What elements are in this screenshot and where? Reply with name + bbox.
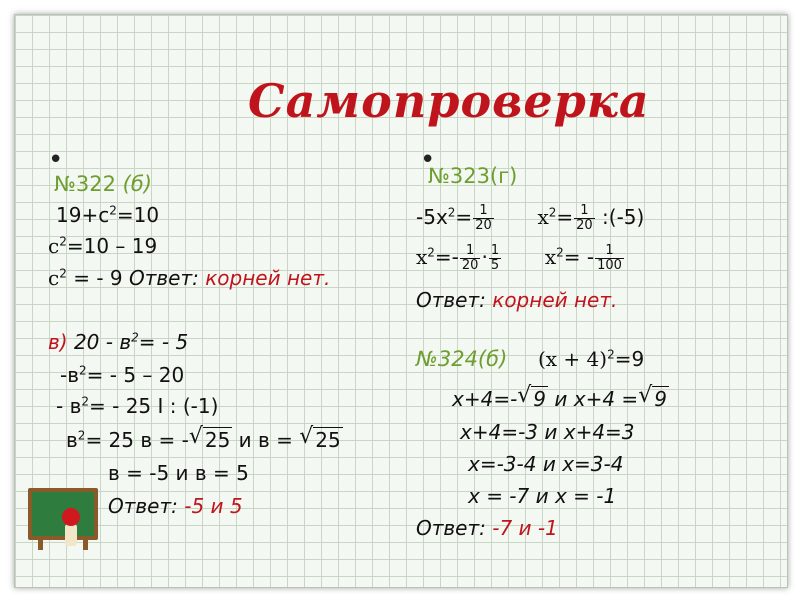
part-v-line-2: $-в^2= - 5 - 20$	[60, 363, 185, 387]
fraction-1-20: $\frac{1}{20}$	[475, 203, 492, 233]
eq-line-3: $с^2$ = - 9 Ответ: корней нет.	[48, 266, 331, 290]
fraction-1-5: $\frac{1}{5}$	[490, 243, 500, 273]
s-line-3: x=-3-4 и x=3-4	[468, 452, 624, 476]
answer-text: корней нет.	[205, 266, 331, 290]
r-line-2: $x^2=-$ $\frac{1}{20}$ · $\frac{1}{5}$ $x^2=$ - $\frac{1}{100}$	[416, 243, 622, 273]
s-line-2: x+4=-3 и x+4=3	[460, 420, 635, 444]
task-322-heading	[54, 172, 152, 196]
answer-324: Ответ: -7 и -1	[416, 516, 558, 540]
task-324-heading: №324(б)	[416, 347, 508, 371]
fraction-1-20-b: $\frac{1}{20}$	[576, 203, 593, 233]
part-v-line-5: в = -5 и в = 5	[108, 461, 249, 485]
part-v-line-1: в) $20 - в^2= - 5$	[48, 330, 189, 354]
part-v-line-3: - $в^2= - 25$ I : (-1)	[56, 394, 219, 418]
chalkboard-teacher-icon	[28, 488, 98, 550]
answer-323: Ответ: корней нет.	[416, 288, 618, 312]
slide-title: Самопроверка	[248, 74, 650, 128]
task-324-line: №324(б) $(x + 4)^2=9$	[416, 347, 645, 371]
fraction-1-20-c: $\frac{1}{20}$	[461, 243, 479, 273]
bullet-left: •	[48, 145, 64, 175]
answer-label: Ответ:	[128, 266, 206, 290]
sqrt-25: √ 25	[188, 424, 231, 452]
fraction-1-100: $\frac{1}{100}$	[597, 243, 622, 273]
s-line-1: x+4=- √ 9 и x+4 = √ 9	[452, 383, 667, 411]
part-v-answer: Ответ: -5 и 5	[108, 494, 243, 518]
task-322-number: №322	[54, 172, 116, 196]
bullet-right: •	[420, 145, 436, 175]
task-322-letter: (б)	[122, 172, 152, 196]
sqrt-9: √ 9	[517, 383, 547, 411]
part-v-line-4: $в^2= 25$ в = - √ 25 и в = √ 25	[66, 424, 341, 452]
eq-line-1: $19+с^2=10$	[56, 203, 160, 227]
sqrt-25-2: √ 25	[299, 424, 341, 452]
s-line-4: x = -7 и x = -1	[468, 484, 617, 508]
task-323-heading: №323(г)	[428, 164, 518, 188]
eq-line-2: $с^2=10 - 19$	[48, 234, 158, 258]
r-line-1: $-5x^2=$ $\frac{1}{20}$ $x^2=$ $\frac{1}{20}$ :(-5)	[416, 203, 645, 233]
sqrt-9-2: √ 9	[638, 383, 667, 411]
